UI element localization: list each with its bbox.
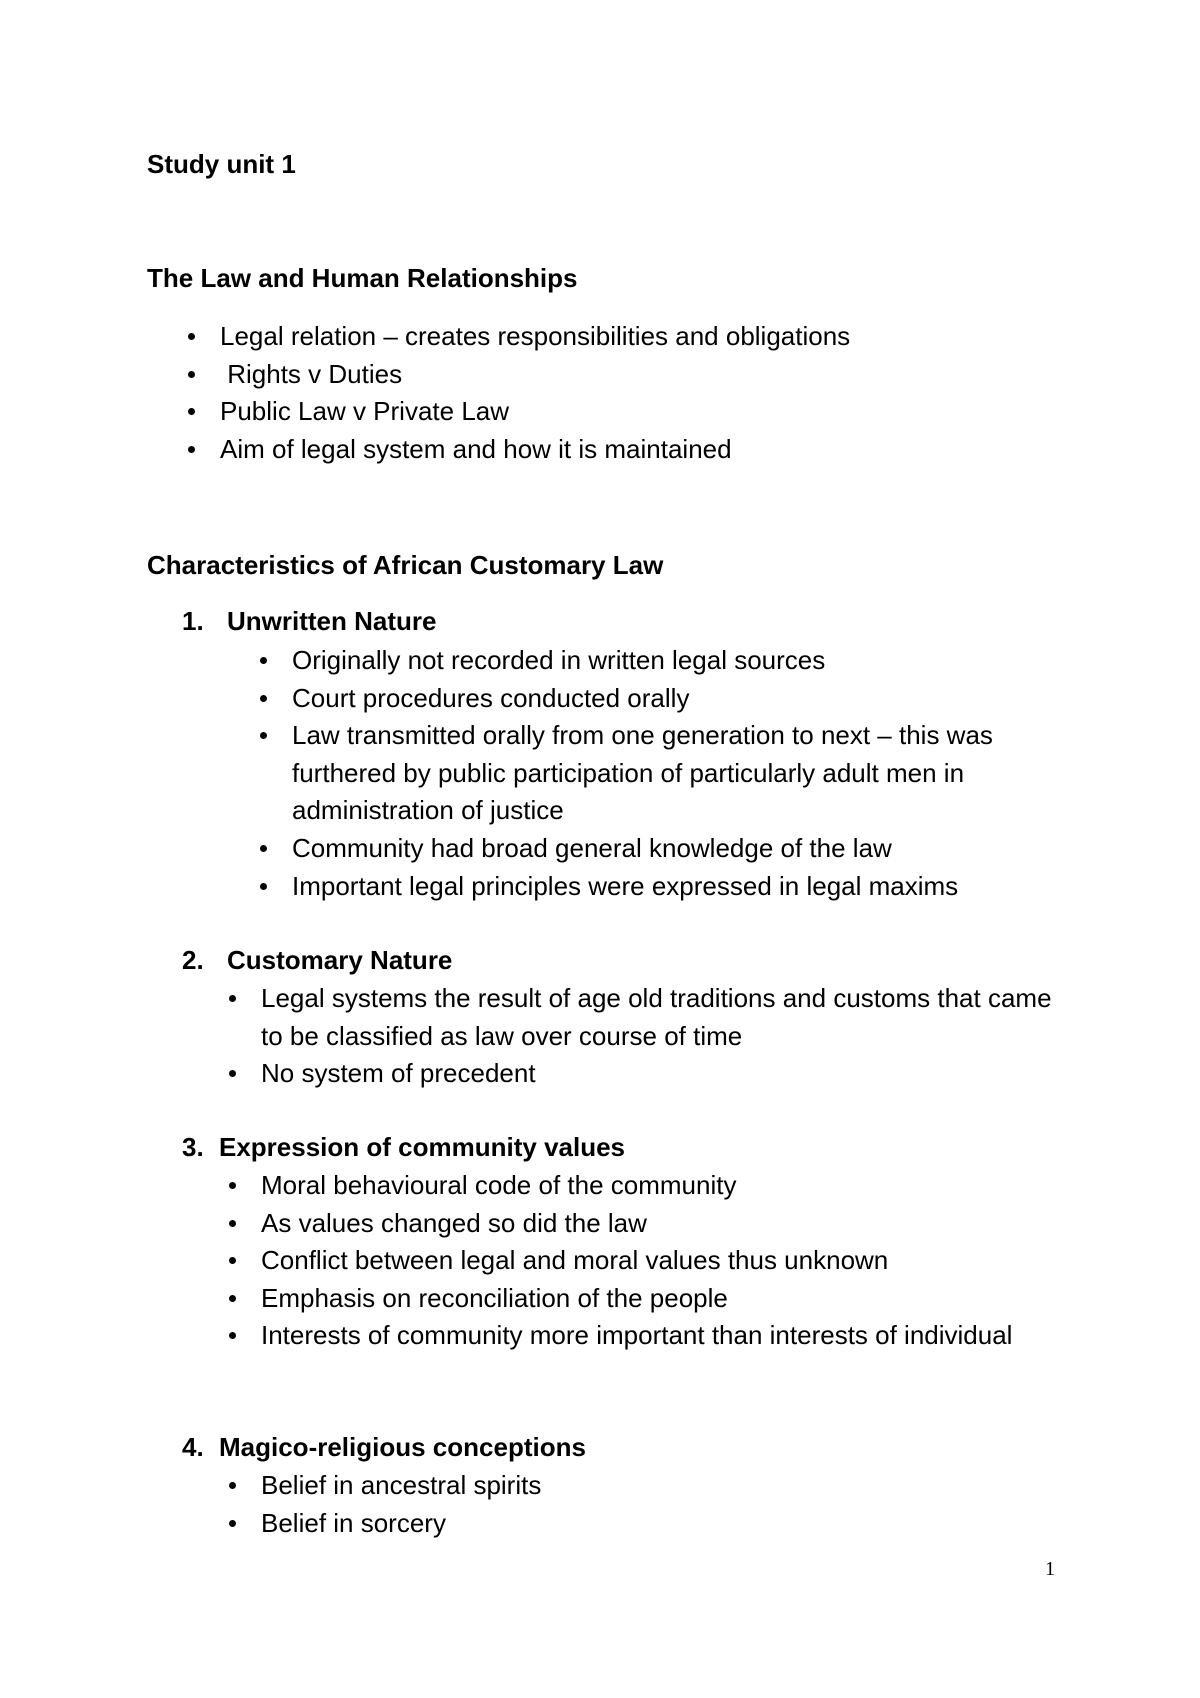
bullet-icon bbox=[260, 845, 267, 852]
section-1-list bbox=[292, 642, 1072, 905]
bullet-icon bbox=[260, 657, 267, 664]
list-item: Legal relation – creates responsibilities and obligations bbox=[220, 318, 1120, 356]
bullet-icon bbox=[188, 446, 195, 453]
bullet-icon bbox=[188, 333, 195, 340]
list-item: Important legal principles were expressed in legal maxims bbox=[292, 868, 1072, 906]
bullet-icon bbox=[229, 1332, 236, 1339]
intro-heading: The Law and Human Relationships bbox=[147, 263, 578, 293]
list-item: Conflict between legal and moral values thus unknown bbox=[261, 1242, 1021, 1280]
bullet-icon bbox=[229, 1182, 236, 1189]
section-title-text: Expression of community values bbox=[219, 1132, 626, 1162]
section-title-unwritten-nature bbox=[182, 605, 436, 637]
list-item: Belief in sorcery bbox=[261, 1505, 1021, 1543]
characteristics-heading: Characteristics of African Customary Law bbox=[147, 550, 664, 580]
study-unit-title: Study unit 1 bbox=[147, 149, 296, 179]
section-title-text: Unwritten Nature bbox=[227, 606, 437, 636]
list-item: No system of precedent bbox=[261, 1055, 1061, 1093]
section-number: 3. bbox=[182, 1132, 204, 1162]
section-title-community-values bbox=[182, 1131, 625, 1163]
bullet-icon bbox=[229, 1482, 236, 1489]
list-item: Moral behavioural code of the community bbox=[261, 1167, 1021, 1205]
list-item: As values changed so did the law bbox=[261, 1205, 1021, 1243]
bullet-icon bbox=[229, 1220, 236, 1227]
section-title-customary-nature bbox=[182, 944, 452, 976]
bullet-icon bbox=[229, 1070, 236, 1077]
section-4-list bbox=[261, 1467, 1021, 1542]
bullet-icon bbox=[188, 371, 195, 378]
list-item: Interests of community more important than interests of individual bbox=[261, 1317, 1021, 1355]
section-title-magico-religious bbox=[182, 1431, 586, 1463]
page-number: 1 bbox=[1045, 1558, 1055, 1580]
bullet-icon bbox=[260, 695, 267, 702]
list-item: Rights v Duties bbox=[220, 356, 1120, 394]
list-item: Community had broad general knowledge of the law bbox=[292, 830, 1072, 868]
bullet-icon bbox=[229, 995, 236, 1002]
list-item: Emphasis on reconciliation of the people bbox=[261, 1280, 1021, 1318]
bullet-icon bbox=[229, 1257, 236, 1264]
section-title-text: Magico-religious conceptions bbox=[219, 1432, 586, 1462]
list-item: Aim of legal system and how it is maintained bbox=[220, 431, 1120, 469]
section-number: 2. bbox=[182, 945, 204, 975]
section-number: 1. bbox=[182, 606, 204, 636]
list-item: Public Law v Private Law bbox=[220, 393, 1120, 431]
list-item: Belief in ancestral spirits bbox=[261, 1467, 1021, 1505]
list-item: Legal systems the result of age old traditions and customs that came to be classified as law over course of time bbox=[261, 980, 1061, 1055]
section-2-list bbox=[261, 980, 1061, 1093]
section-title-text: Customary Nature bbox=[227, 945, 453, 975]
bullet-icon bbox=[188, 408, 195, 415]
bullet-icon bbox=[229, 1520, 236, 1527]
bullet-icon bbox=[260, 883, 267, 890]
section-3-list bbox=[261, 1167, 1021, 1355]
bullet-icon bbox=[229, 1295, 236, 1302]
list-item: Court procedures conducted orally bbox=[292, 680, 1072, 718]
list-item: Law transmitted orally from one generation to next – this was furthered by public participation of particularly adult men in administration of justice bbox=[292, 717, 1072, 830]
intro-list bbox=[220, 318, 1120, 468]
list-item: Originally not recorded in written legal sources bbox=[292, 642, 1072, 680]
bullet-icon bbox=[260, 732, 267, 739]
section-number: 4. bbox=[182, 1432, 204, 1462]
